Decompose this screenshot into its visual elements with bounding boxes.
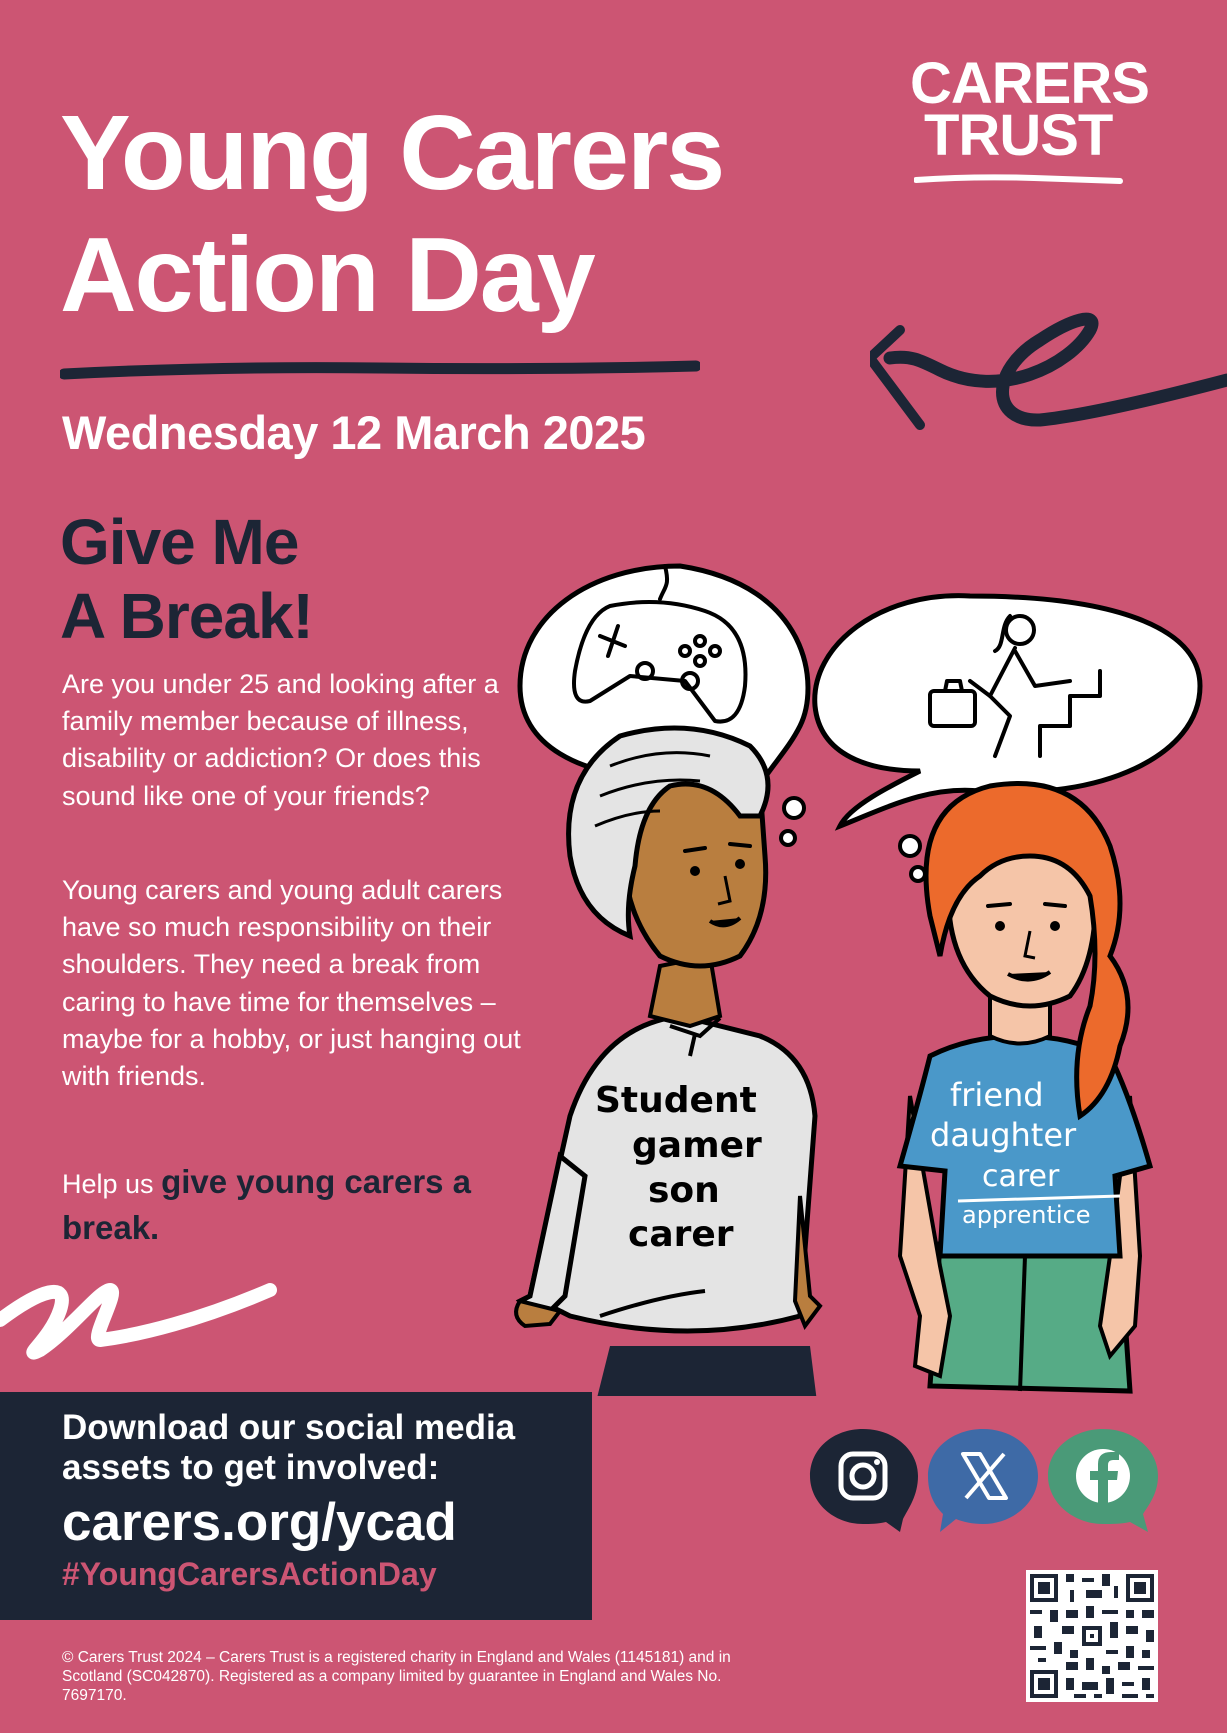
call-to-help-bold: give young carers a break. bbox=[62, 1163, 472, 1246]
call-to-help-paragraph bbox=[62, 1160, 482, 1252]
left-shirt-word-1: Student bbox=[595, 1080, 757, 1121]
legal-footer: © Carers Trust 2024 – Carers Trust is a registered charity in England and Wales (1145181) and in Scotland (SC042870). Registered as a company limited by guarantee in England and Wales No. 7697170. bbox=[62, 1649, 731, 1704]
carers-trust-logo bbox=[910, 51, 1172, 198]
logo-line-2: TRUST bbox=[924, 103, 1113, 168]
right-shirt-word-3: carer bbox=[982, 1159, 1060, 1194]
logo-line-1: CARERS bbox=[910, 51, 1149, 116]
right-shirt-word-1: friend bbox=[950, 1076, 1044, 1114]
call-to-help-prefix: Help us bbox=[62, 1169, 162, 1199]
cta-text: Download our social media assets to get involved: bbox=[62, 1408, 516, 1487]
swirl-arrow-decoration bbox=[870, 310, 1227, 460]
young-carer-boy bbox=[510, 728, 820, 1396]
right-shirt-word-4: apprentice bbox=[962, 1201, 1091, 1229]
headline bbox=[60, 505, 313, 653]
young-carers-illustration bbox=[510, 556, 1210, 1396]
responsibility-paragraph: Young carers and young adult carers have so much responsibility on their shoulders. They need a break from caring to have time for themselves – maybe for a hobby, or just hanging out with friends. bbox=[62, 875, 521, 1092]
intro-paragraph: Are you under 25 and looking after a family member because of illness, disability or addiction? Or does this sound like one of your friends? bbox=[62, 669, 499, 811]
logo-underline-stroke bbox=[914, 172, 1124, 188]
x-icon[interactable] bbox=[928, 1429, 1038, 1532]
young-carer-girl bbox=[900, 784, 1150, 1392]
facebook-icon[interactable] bbox=[1048, 1429, 1158, 1532]
page-title bbox=[60, 92, 723, 336]
left-shirt-word-2: gamer bbox=[632, 1125, 762, 1166]
left-shirt-word-4: carer bbox=[628, 1214, 734, 1255]
page-title-line-1: Young Carers bbox=[60, 94, 724, 212]
right-shirt-word-2: daughter bbox=[930, 1116, 1077, 1154]
left-shirt-word-3: son bbox=[648, 1170, 720, 1211]
instagram-icon[interactable] bbox=[810, 1429, 918, 1532]
headline-line-1: Give Me bbox=[60, 506, 299, 578]
white-squiggle-decoration bbox=[0, 1250, 280, 1360]
title-underline-brush bbox=[60, 356, 700, 386]
social-icons bbox=[808, 1424, 1168, 1534]
headline-line-2: A Break! bbox=[60, 580, 313, 652]
cta-hashtag: #YoungCarersActionDay bbox=[62, 1556, 437, 1592]
event-date: Wednesday 12 March 2025 bbox=[62, 406, 646, 459]
page-title-line-2: Action Day bbox=[60, 216, 594, 334]
cta-url-link[interactable]: carers.org/ycad bbox=[62, 1493, 457, 1552]
qr-code[interactable] bbox=[1026, 1570, 1158, 1702]
